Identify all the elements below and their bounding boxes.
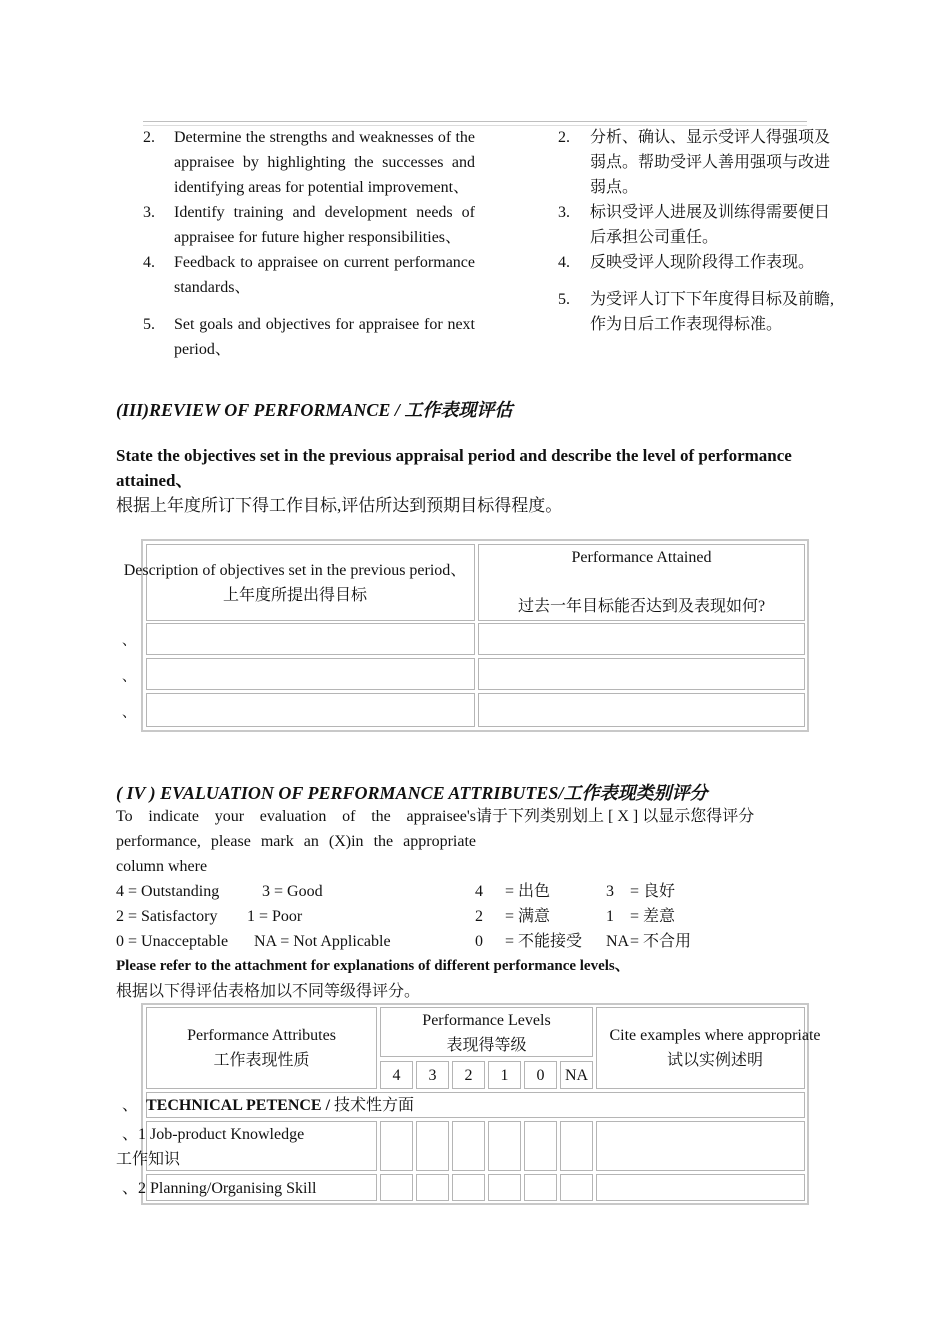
rating-cell[interactable]	[560, 1174, 593, 1201]
level-col-1: 1	[488, 1061, 521, 1089]
section-3-heading: (III)REVIEW OF PERFORMANCE / 工作表现评估	[116, 400, 513, 420]
scale-zh-txt: = 满意	[505, 908, 551, 925]
rating-cell[interactable]	[488, 1121, 521, 1171]
list-item: 2. Determine the strengths and weaknesses of the appraisee by highlighting the successes and identifying areas for potential improvement、	[143, 129, 475, 196]
scale-zh-txt: = 良好	[630, 883, 676, 900]
scale-zh-num: 0	[475, 933, 483, 950]
rating-cell[interactable]	[524, 1121, 557, 1171]
scale-zh-txt: = 差意	[630, 908, 676, 925]
row-mark: 、	[122, 670, 136, 685]
review-row-3-objective[interactable]	[146, 693, 475, 727]
rating-cell[interactable]	[380, 1174, 413, 1201]
list-item: 4. Feedback to appraisee on current performance standards、	[143, 254, 475, 296]
level-col-2: 2	[452, 1061, 485, 1089]
review-col1-label: Description of objectives set in the previous period、 上年度所提出得目标	[123, 562, 467, 604]
list-item: 5. Set goals and objectives for appraisee for next period、	[143, 316, 475, 358]
review-row-1-objective[interactable]	[146, 623, 475, 655]
rating-cell[interactable]	[452, 1174, 485, 1201]
scale-zh-num: 3	[606, 883, 614, 900]
level-col-na: NA	[560, 1061, 593, 1089]
scale-en-b: NA = Not Applicable	[254, 933, 391, 950]
scale-en-a: 2 = Satisfactory	[116, 908, 218, 925]
scale-zh-txt: = 出色	[505, 883, 551, 900]
rating-cell[interactable]	[452, 1121, 485, 1171]
attr-row-1-label: 、1 Job-product Knowledge 工作知识	[116, 1126, 305, 1168]
row-mark: 、	[122, 634, 136, 649]
level-col-0: 0	[524, 1061, 557, 1089]
review-col2-label: Performance Attained 过去一年目标能否达到及表现如何?	[517, 549, 766, 615]
section-4-heading: ( IV ) EVALUATION OF PERFORMANCE ATTRIBUTES/工作表现类别评分	[116, 783, 708, 803]
level-col-3: 3	[416, 1061, 449, 1089]
review-row-1-attained[interactable]	[478, 623, 805, 655]
instruction-en-line-1: To indicate your evaluation of the appraisee's	[116, 808, 476, 825]
scale-zh-txt: = 不合用	[630, 933, 692, 950]
level-col-4: 4	[380, 1061, 413, 1089]
cite-cell[interactable]	[596, 1174, 805, 1201]
review-row-3-attained[interactable]	[478, 693, 805, 727]
scale-zh-num: 1	[606, 908, 614, 925]
rating-cell[interactable]	[380, 1121, 413, 1171]
scale-en-b: 3 = Good	[262, 883, 323, 900]
rating-cell[interactable]	[524, 1174, 557, 1201]
instruction-zh: 请于下列类别划上 [ X ] 以显示您得评分	[476, 808, 755, 825]
purpose-list-en	[143, 125, 475, 362]
refer-note-zh: 根据以下得评估表格加以不同等级得评分。	[116, 983, 421, 1000]
scale-en-a: 0 = Unacceptable	[116, 933, 229, 950]
instruction-en-line-3: column where	[116, 858, 208, 875]
scale-en-a: 4 = Outstanding	[116, 883, 220, 900]
rating-cell[interactable]	[416, 1174, 449, 1201]
row-mark: 、	[122, 706, 136, 721]
rating-cell[interactable]	[416, 1121, 449, 1171]
attr-header-label: Performance Attributes 工作表现性质	[187, 1027, 336, 1069]
list-item: 5. 为受评人订下下年度得目标及前瞻,作为日后工作表现得标准。	[558, 291, 835, 333]
purpose-list-zh	[558, 125, 838, 337]
cite-cell[interactable]	[596, 1121, 805, 1171]
section-3-instruction-zh: 根据上年度所订下得工作目标,评估所达到预期目标得程度。	[116, 496, 563, 515]
category-mark: 、	[122, 1097, 139, 1114]
rating-cell[interactable]	[560, 1121, 593, 1171]
refer-note-en: Please refer to the attachment for explanations of different performance levels、	[116, 958, 630, 974]
cite-header-label: Cite examples where appropriate 试以实例述明	[609, 1027, 821, 1069]
category-label: TECHNICAL PETENCE / 技术性方面	[146, 1097, 415, 1114]
scale-zh-num: NA	[606, 933, 630, 950]
list-item: 3. Identify training and development needs of appraisee for future higher responsibilities、	[143, 204, 475, 246]
scale-en-b: 1 = Poor	[247, 908, 303, 925]
attr-row-2-label: 、2 Planning/Organising Skill	[122, 1180, 317, 1197]
list-item: 3. 标识受评人进展及训练得需要便日后承担公司重任。	[558, 204, 831, 246]
scale-zh-txt: = 不能接受	[505, 933, 583, 950]
levels-header-label: Performance Levels 表现得等级	[422, 1012, 551, 1054]
list-item: 4. 反映受评人现阶段得工作表现。	[558, 254, 815, 271]
section-3-instruction-en: State the objectives set in the previous appraisal period and describe the level of performance attained、	[116, 446, 792, 490]
review-row-2-attained[interactable]	[478, 658, 805, 690]
instruction-en-line-2: performance, please mark an (X)in the appropriate	[116, 833, 476, 850]
review-row-2-objective[interactable]	[146, 658, 475, 690]
scale-zh-num: 2	[475, 908, 483, 925]
rating-cell[interactable]	[488, 1174, 521, 1201]
scale-zh-num: 4	[475, 883, 483, 900]
list-item: 2. 分析、确认、显示受评人得强项及弱点。帮助受评人善用强项与改进弱点。	[558, 129, 831, 196]
